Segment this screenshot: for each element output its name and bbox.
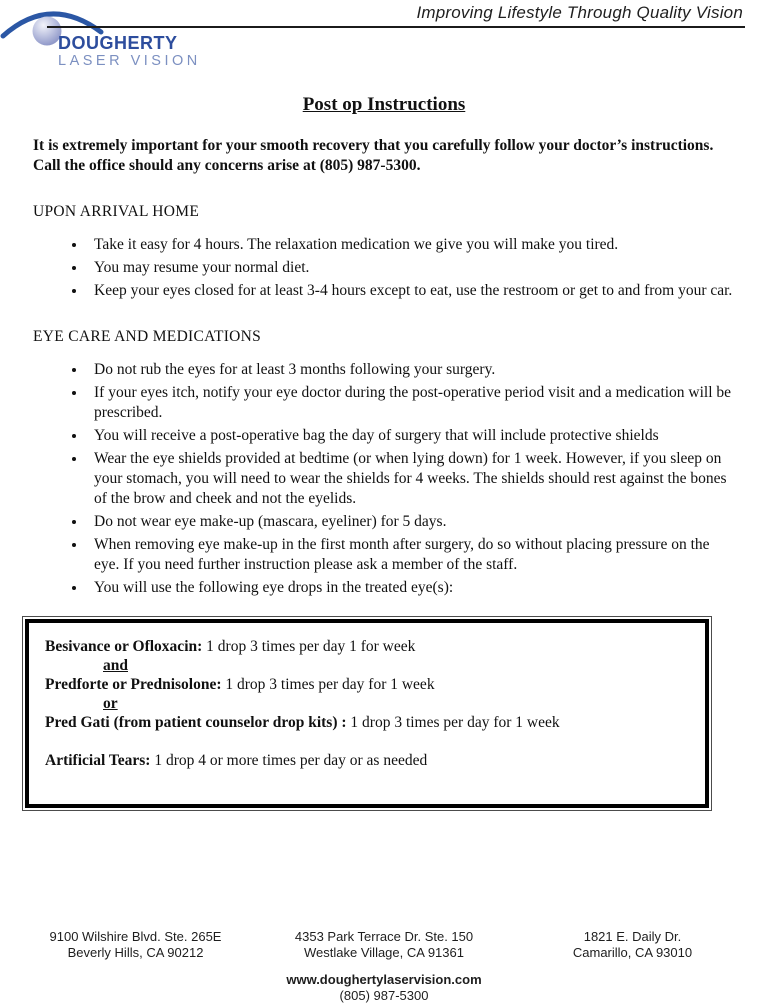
upon-arrival-home-list — [33, 235, 735, 301]
section-heading-eye-care-and-medications: EYE CARE AND MEDICATIONS — [33, 328, 262, 345]
section-heading-upon-arrival-home: UPON ARRIVAL HOME — [33, 203, 200, 220]
list-item: • You will receive a post-operative bag the day of surgery that will include protective shields — [87, 426, 735, 446]
list-item: • Wear the eye shields provided at bedtime (or when lying down) for 1 week. However, if you sleep on your stomach, you will need to wear the shields for 4 weeks. The shields should rest against the bones of the brow and cheek and not the eyelids. — [87, 449, 735, 509]
page-title: Post op Instructions — [302, 94, 466, 115]
address-beverly-hills — [28, 929, 243, 961]
medication-name: Pred Gati (from patient counselor drop kits) : — [45, 714, 347, 731]
address-line: Beverly Hills, CA 90212 — [67, 945, 204, 960]
company-tagline: Improving Lifestyle Through Quality Vision — [416, 3, 743, 22]
medication-dosage: 1 drop 4 or more times per day or as needed — [150, 752, 428, 769]
medication-line — [45, 713, 689, 732]
medication-dosage: 1 drop 3 times per day 1 for week — [202, 638, 416, 655]
medication-dosage: 1 drop 3 times per day for 1 week — [221, 676, 435, 693]
medication-dosage: 1 drop 3 times per day for 1 week — [346, 714, 560, 731]
list-item: • Take it easy for 4 hours. The relaxation medication we give you will make you tired. — [87, 235, 735, 255]
logo-subname-line: LASER VISION — [58, 53, 201, 69]
connector-or: or — [103, 695, 118, 712]
company-logo-text — [58, 33, 201, 70]
list-item: • Do not wear eye make-up (mascara, eyeliner) for 5 days. — [87, 512, 735, 532]
address-westlake-village — [259, 929, 509, 961]
address-line: 4353 Park Terrace Dr. Ste. 150 — [294, 929, 474, 944]
eye-care-list — [33, 360, 735, 598]
list-item: • You will use the following eye drops in the treated eye(s): — [87, 578, 735, 598]
phone-number: (805) 987-5300 — [339, 988, 429, 1003]
spacer — [45, 732, 689, 751]
address-line: 1821 E. Daily Dr. — [583, 929, 682, 944]
header-divider — [47, 26, 745, 28]
list-item: • When removing eye make-up in the first month after surgery, do so without placing pressure on the eye. If you need further instruction please ask a member of the staff. — [87, 535, 735, 575]
medication-name: Besivance or Ofloxacin: — [45, 638, 203, 655]
address-line: Camarillo, CA 93010 — [572, 945, 693, 960]
address-camarillo — [525, 929, 740, 961]
document-body — [33, 94, 735, 598]
list-item: • Keep your eyes closed for at least 3-4 hours except to eat, use the restroom or get to and from your car. — [87, 281, 735, 301]
office-addresses — [0, 929, 768, 961]
address-line: 9100 Wilshire Blvd. Ste. 265E — [49, 929, 222, 944]
medication-line — [45, 637, 689, 656]
medication-name: Artificial Tears: — [45, 752, 151, 769]
document-header — [0, 0, 768, 82]
address-line: Westlake Village, CA 91361 — [304, 945, 464, 960]
medication-line — [45, 675, 689, 694]
document-footer — [0, 929, 768, 1004]
list-item: • You may resume your normal diet. — [87, 258, 735, 278]
connector-and: and — [103, 657, 128, 674]
medication-line — [45, 751, 689, 770]
logo-name-line: DOUGHERTY — [58, 33, 178, 53]
list-item: • If your eyes itch, notify your eye doctor during the post-operative period visit and a medication will be prescribed. — [87, 383, 735, 423]
website-url: www.doughertylaservision.com — [286, 972, 482, 987]
medication-name: Predforte or Prednisolone: — [45, 676, 222, 693]
list-item: • Do not rub the eyes for at least 3 months following your surgery. — [87, 360, 735, 380]
medication-box-content — [25, 619, 709, 808]
medication-box — [22, 616, 712, 811]
intro-paragraph: It is extremely important for your smooth recovery that you carefully follow your doctor’s instructions. Call the office should any concerns arise at (805) 987-5300. — [33, 137, 714, 174]
